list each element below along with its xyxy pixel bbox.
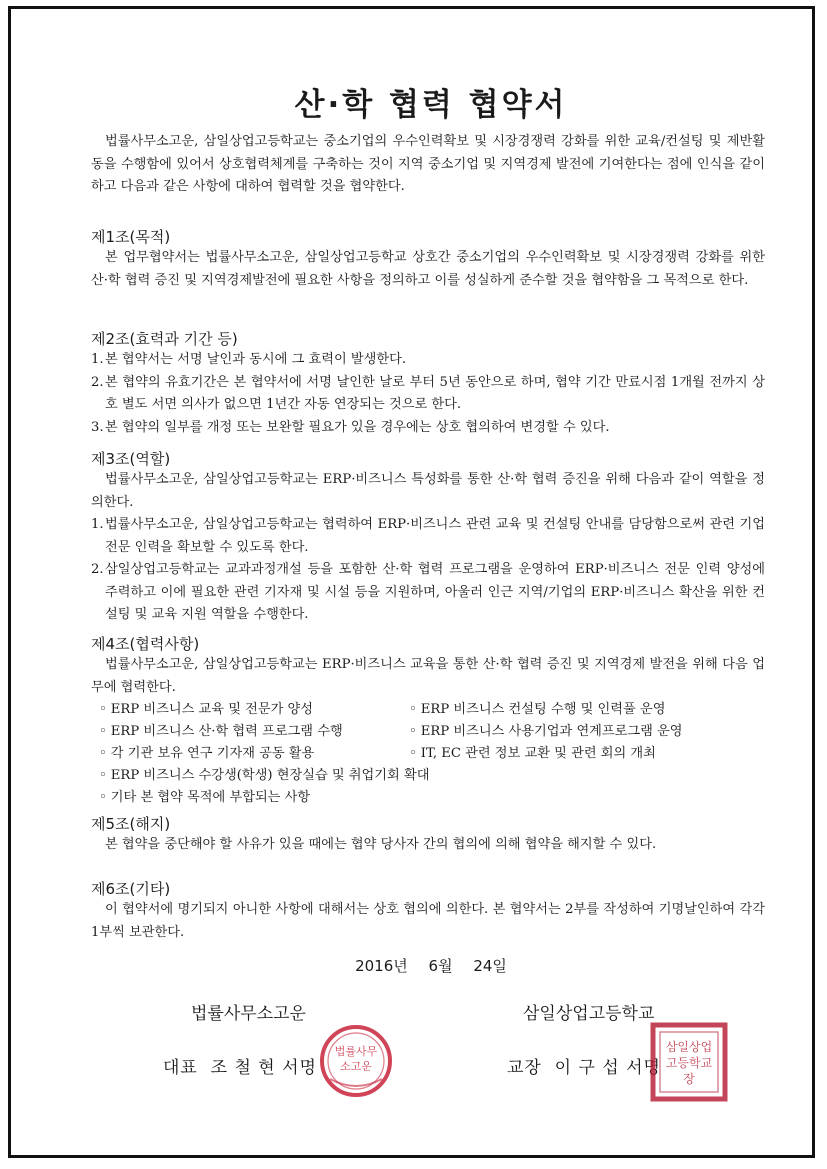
item-text: 본 협약의 일부를 개정 또는 보완할 필요가 있을 경우에는 상호 협의하여 변경할 수 있다. — [105, 419, 610, 435]
article-4-text: 법률사무소고운, 삼일상업고등학교는 ERP·비즈니스 교육을 통한 산·학 협력 증진 및 지역경제 발전을 위해 다음 업무에 협력한다. — [91, 657, 765, 695]
bullet-mark: ◦ — [409, 746, 417, 761]
bullet-item: ◦ ERP 비즈니스 사용기업과 연계프로그램 운영 — [409, 724, 683, 739]
item-number: 1. — [91, 352, 104, 367]
list-item — [91, 372, 765, 417]
item-text: 본 협약의 유효기간은 본 협약서에 서명 날인한 날로 부터 5년 동안으로 하며, 협약 기간 만료시점 1개월 전까지 상호 별도 서면 의사가 없으면 1년간 자동 연장되는 것으로 한다. — [105, 374, 765, 412]
article-6-heading: 제6조(기타) — [91, 880, 171, 898]
item-number: 2. — [91, 562, 104, 577]
item-number: 3. — [91, 419, 104, 435]
preamble-paragraph: 법률사무소고운, 삼일상업고등학교는 중소기업의 우수인력확보 및 시장경쟁력 강화를 위한 교육/컨설팅 및 제반활동을 수행함에 있어서 상호협력체계를 구축하는 것이 지역 중소기업 및 지역경제 발전에 기여한다는 점에 인식을 같이하고 다음과 같은 사항에 대하여 협력할 것을 협약한다. — [91, 134, 765, 194]
bullet-item: ◦ 각 기관 보유 연구 기자재 공동 활용 — [99, 746, 315, 761]
item-text: 법률사무소고운, 삼일상업고등학교는 협력하여 ERP·비즈니스 관련 교육 및 컨설팅 안내를 담당함으로써 관련 기업 전문 인력을 확보할 수 있도록 한다. — [105, 517, 765, 555]
article-1-text: 본 업무협약서는 법률사무소고운, 삼일상업고등학교 상호간 중소기업의 우수인력확보 및 시장경쟁력 강화를 위한 산·학 협력 증진 및 지역경제발전에 필요한 사항을 정의하고 이를 성실하게 준수할 것을 협약함을 그 목적으로 한다. — [91, 250, 765, 288]
agreement-date: 2016년 6월 24일 — [355, 957, 507, 975]
bullet-mark: ◦ — [409, 702, 417, 717]
item-text: 본 협약서는 서명 날인과 동시에 그 효력이 발생한다. — [105, 352, 407, 367]
right-organization: 삼일상업고등학교 — [523, 1004, 655, 1024]
left-organization: 법률사무소고운 — [191, 1004, 306, 1024]
list-item — [91, 349, 765, 372]
bullet-mark: ◦ — [99, 746, 107, 761]
document-frame — [8, 6, 815, 1158]
article-3-heading: 제3조(역할) — [91, 450, 171, 468]
list-item — [91, 514, 765, 559]
article-5-heading: 제5조(해지) — [91, 815, 171, 833]
right-signer: 교장 이 구 섭 서명 — [507, 1058, 661, 1078]
bullet-mark: ◦ — [99, 702, 107, 717]
article-5-text: 본 협약을 중단해야 할 사유가 있을 때에는 협약 당사자 간의 협의에 의해 협약을 해지할 수 있다. — [105, 837, 657, 852]
svg-text:고등학교: 고등학교 — [665, 1056, 713, 1070]
list-item — [91, 417, 765, 440]
svg-text:삼일상업: 삼일상업 — [665, 1040, 713, 1054]
bullet-item: ◦ ERP 비즈니스 수강생(학생) 현장실습 및 취업기회 확대 — [99, 768, 430, 783]
article-4-heading: 제4조(협력사항) — [91, 635, 200, 653]
article-6-text: 이 협약서에 명기되지 아니한 사항에 대해서는 상호 협의에 의한다. 본 협약서는 2부를 작성하여 기명날인하여 각각 1부씩 보관한다. — [91, 902, 765, 940]
bullet-item: ◦ 기타 본 협약 목적에 부합되는 사항 — [99, 790, 311, 805]
bullet-mark: ◦ — [99, 768, 107, 783]
item-number: 1. — [91, 517, 104, 532]
article-1-heading: 제1조(목적) — [91, 228, 171, 246]
item-text: 삼일상업고등학교는 교과과정개설 등을 포함한 산·학 협력 프로그램을 운영하여 ERP·비즈니스 전문 인력 양성에 주력하고 이에 필요한 관련 기자재 및 시설 등을 지원하며, 아울러 인근 지역/기업의 ERP·비즈니스 확산을 위한 컨설팅 및 교육 지원 역할을 수행한다. — [105, 562, 765, 622]
article-3-text: 법률사무소고운, 삼일상업고등학교는 ERP·비즈니스 특성화를 통한 산·학 협력 증진을 위해 다음과 같이 역할을 정의한다. — [91, 472, 765, 510]
article-2-heading: 제2조(효력과 기간 등) — [91, 330, 238, 348]
bullet-mark: ◦ — [409, 724, 417, 739]
svg-text:장: 장 — [683, 1072, 695, 1086]
bullet-item: ◦ IT, EC 관련 정보 교환 및 관련 회의 개최 — [409, 746, 656, 761]
article-3-list — [91, 514, 765, 627]
bullet-item: ◦ ERP 비즈니스 교육 및 전문가 양성 — [99, 702, 314, 717]
svg-text:법률사무: 법률사무 — [334, 1045, 378, 1058]
svg-text:소고운: 소고운 — [340, 1060, 372, 1073]
bullet-mark: ◦ — [99, 790, 107, 805]
right-seal-stamp — [647, 1019, 731, 1105]
bullet-item: ◦ ERP 비즈니스 산·학 협력 프로그램 수행 — [99, 724, 343, 739]
left-seal-stamp — [316, 1021, 396, 1101]
article-2-list — [91, 349, 765, 439]
document-title: 산·학 협력 협약서 — [294, 87, 568, 123]
left-signer: 대표 조 철 현 서명 — [163, 1058, 317, 1078]
item-number: 2. — [91, 374, 104, 390]
bullet-item: ◦ ERP 비즈니스 컨설팅 수행 및 인력풀 운영 — [409, 702, 666, 717]
bullet-mark: ◦ — [99, 724, 107, 739]
list-item — [91, 559, 765, 627]
